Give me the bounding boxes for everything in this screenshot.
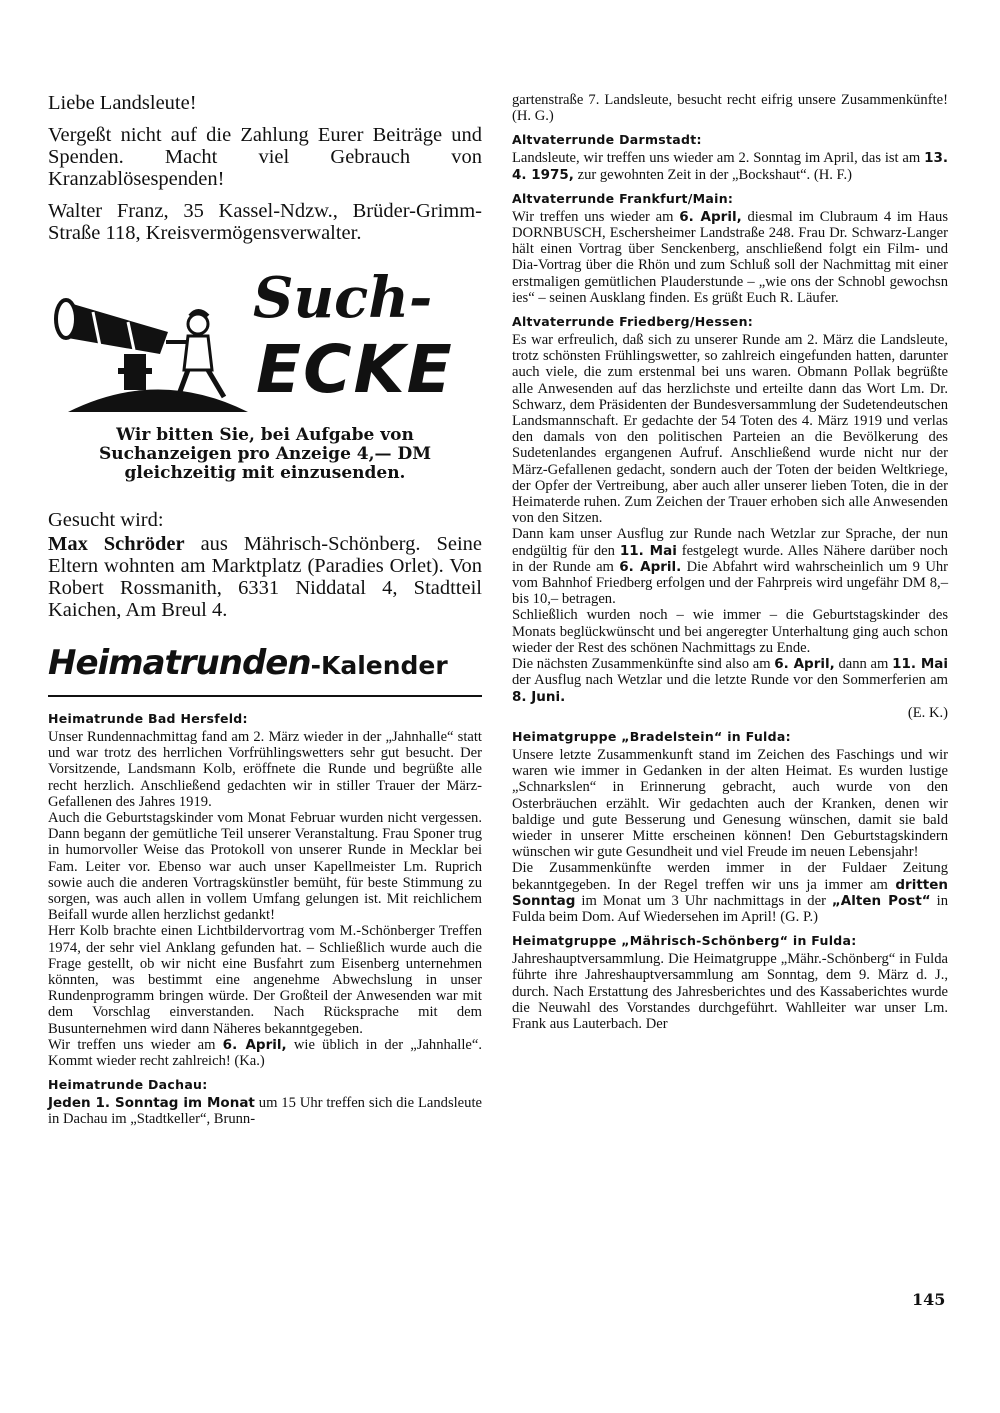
hersfeld-p3: Herr Kolb brachte einen Lichtbildervortrag vom M.-Schönberger Treffen 1974, der sehr viel Anklang gefunden hat. – Schließlich wurde auch die Frage gestellt, ob wir nicht eine Busfahrt zum Eisenberg unternehmen könnten, was bestimmt eine angenehme Abwechslung in unser Rundenprogramm bringen würde. Der Großteil der Anwesenden war mit dem Vorschlag einverstanden. Nach Rücksprache mit dem Busunternehmen wird dann Näheres bekanntgegeben. [48, 923, 482, 1037]
dachau-text [48, 1095, 482, 1127]
payment-reminder: Vergeßt nicht auf die Zahlung Eurer Beiträge und Spenden. Macht viel Gebrauch von Kranzablösespenden! [48, 124, 482, 190]
ad-notice: Wir bitten Sie, bei Aufgabe von Suchanzeigen pro Anzeige 4,— DM gleichzeitig mit einzusenden. [98, 425, 432, 483]
friedberg-p2-c: Die Abfahrt wird wahrscheinlich um 9 Uhr vom Bahnhof Friedberg erfolgen und der Fahrpreis wird ungefähr DM 8,– bis 10,– betragen. [512, 558, 949, 608]
maehrisch-p1: Jahreshauptversammlung. Die Heimatgruppe „Mähr.-Schönberg“ in Fulda führte ihre Jahreshauptversammlung am Sonntag, dem 9. März d. J., durch. Nach Erstattung des Jahresberichtes und des Kassaberichtes wurde die Neuwahl des Vorstandes durchgeführt. Wahlleiter war unser Lm. Frank aus Lauterbach. Der [512, 951, 948, 1032]
friedberg-p4-b: dann am [834, 656, 893, 673]
search-person-name: Max Schröder [48, 533, 185, 555]
hersfeld-p4-a: Wir treffen uns wieder am [48, 1036, 223, 1053]
darmstadt-a: Landsleute, wir treffen uns wieder am 2. Sonntag im April, das ist am [512, 150, 925, 167]
friedberg-p2-date1: 11. Mai [619, 542, 677, 559]
right-column [512, 92, 948, 1032]
ecke-title: ECKE [256, 331, 454, 408]
left-column [48, 92, 482, 1128]
darmstadt-heading: Altvaterrunde Darmstadt: [512, 132, 702, 148]
greeting: Liebe Landsleute! [48, 92, 197, 114]
hersfeld-heading: Heimatrunde Bad Hersfeld: [48, 711, 248, 726]
friedberg-p4-c: der Ausflug nach Wetzlar und die letzte Runde vor den Sommerferien am [512, 672, 948, 689]
frankfurt-text [512, 209, 948, 306]
friedberg-p2 [512, 526, 948, 607]
kalender-title-part1: Heimatrunden [48, 643, 311, 683]
page-number: 145 [912, 1290, 946, 1309]
search-entry [48, 533, 482, 621]
bradelstein-p2-venue: „Alten Post“ [831, 892, 931, 909]
search-details: aus Mährisch-Schönberg. Seine Eltern wohnten am Marktplatz (Paradies Orlet). Von Robert Rossmanith, 6331 Niddatal 4, Stadtteil Kaichen, Am Breul 4. [48, 533, 482, 621]
such-title: Such- [253, 265, 433, 331]
friedberg-p4 [512, 656, 948, 705]
kalender-title-part2: -Kalender [310, 651, 448, 680]
bradelstein-p2 [512, 860, 948, 925]
darmstadt-date: 13. 4. 1975, [512, 150, 948, 183]
friedberg-p4-date2: 11. Mai [892, 656, 948, 673]
friedberg-heading: Altvaterrunde Friedberg/Hessen: [512, 314, 754, 330]
friedberg-p4-a: Die nächsten Zusammenkünfte sind also am [512, 656, 775, 673]
friedberg-p4-date3: 8. Juni. [512, 688, 566, 705]
bradelstein-p2-b: im Monat um 3 Uhr nachmittags in der [575, 892, 832, 909]
hersfeld-p4-date: 6. April, [222, 1036, 287, 1053]
dachau-body: um 15 Uhr treffen sich die Landsleute in Dachau im „Stadtkeller“, Brunn- [48, 1095, 482, 1128]
friedberg-p2-date2: 6. April. [619, 558, 682, 575]
bradelstein-p2-c: in Fulda beim Dom. Auf Wiedersehen im April! (G. P.) [512, 892, 948, 925]
bradelstein-p2-a: Die Zusammenkünfte werden immer in der Fuldaer Zeitung bekanntgegeben. In der Regel treffen wir uns ja immer am [512, 860, 948, 893]
hersfeld-p2: Auch die Geburtstagskinder vom Monat Februar wurden nicht vergessen. Dann begann der gemütliche Teil unserer Veranstaltung. Frau Sponer trug in humorvoller Weise das Protokoll von unserer Runde in Mecklar bei Fam. Leiter vor. Ebenso war auch unser Kapellmeister Lm. Ruprich sowie auch die anderen Vortragskünstler bemüht, für beste Stimmung zu sorgen, was auch allen in vollem Umfang gelungen ist. Mit reichlichem Beifall wurde allen herzlichst gedankt! [48, 810, 482, 924]
kalender-title [48, 643, 482, 697]
friedberg-signature: (E. K.) [907, 704, 948, 721]
maehrisch-heading: Heimatgruppe „Mährisch-Schönberg“ in Fulda: [512, 933, 857, 949]
friedberg-p2-b: festgelegt wurde. Alles Nähere darüber noch in der Runde am [512, 542, 948, 575]
dachau-heading: Heimatrunde Dachau: [48, 1077, 208, 1093]
frankfurt-heading: Altvaterrunde Frankfurt/Main: [512, 190, 734, 206]
friedberg-p1: Es war erfreulich, daß sich zu unserer Runde am 2. März die Landsleute, trotz schönsten Frühlingswetter, so zahlreich eingefunden hatten, darunter auch viele, die zum erstenmal bei uns waren. Obmann Pollak begrüßte alle Anwesenden auf das herzlichste und erteilte dann das Wort Lm. Dr. Schwarz, dem Präsidenten der Bundesversammlung der Sudetendeutschen Landsmannschaft. Er gedachte der 54 Toten des 4. März 1919 und verlas den damals von den politischen Parteien an die Bevölkerung des Sudetenlandes ergangenen Aufruf. Anschließend wurde nicht nur der März-Gefallenen gedacht, sondern auch der Toten der beiden Weltkriege, der Opfer der Vertreibung, aber auch aller unserer lieben Toten, die in der Heimaterde ruhen. Zum Zeichen der Trauer erhoben sich alle Anwesenden von den Sitzen. [512, 332, 948, 527]
bradelstein-p2-day: dritten Sonntag [512, 876, 948, 909]
frankfurt-b: diesmal im Clubraum 4 im Haus DORNBUSCH, Eschersheimer Landstraße 248. Frau Dr. Schwarz-Langer hält einen Vortrag über Senckenberg, anschließend folgt ein Film- und Dia-Vortrag über die Rhön und zum Schluß soll der Nachmittag mit einer erstmaligen gemütlichen Plauderstunde – „wie ons der Schnobl gewochsn ies“ – seinen Ausklang finden. Es grüßt Euch R. Läufer. [512, 208, 948, 306]
frankfurt-date: 6. April, [679, 208, 742, 225]
bradelstein-p1: Unsere letzte Zusammenkunft stand im Zeichen des Faschings und wir waren wie immer in Gedanken in der alten Heimat. Es wurden lustige „Schnarkslen“ in Erinnerung gebracht, auch wurde von den Osterbräuchen erzählt. Wir gedachten auch der Kranken, denen wir baldige und gute Besserung und Genesung wünschen, damit sie bald wieder in unserer Mitte erscheinen können! Den Geburtstagskindern wünschen wir gute Gesundheit und viel Freude im neuen Lebensjahr! [512, 746, 948, 861]
dachau-continuation: gartenstraße 7. Landsleute, besucht recht eifrig unsere Zusammenkünfte! (H. G.) [512, 92, 948, 125]
treasurer-address: Walter Franz, 35 Kassel-Ndzw., Brüder-Grimm-Straße 118, Kreisvermögensverwalter. [48, 200, 482, 244]
dachau-date: Jeden 1. Sonntag im Monat [48, 1095, 255, 1112]
darmstadt-b: zur gewohnten Zeit in der „Bockshaut“. (H. F.) [573, 166, 852, 183]
friedberg-p4-date1: 6. April, [774, 656, 835, 673]
hersfeld-p4 [48, 1037, 482, 1069]
friedberg-p2-a: Dann kam unser Ausflug zur Runde nach Wetzlar zur Sprache, der nun endgültig für den [512, 526, 948, 559]
bradelstein-heading: Heimatgruppe „Bradelstein“ in Fulda: [512, 728, 791, 744]
such-ecke-banner [48, 262, 482, 412]
friedberg-p3: Schließlich wurden noch – wie immer – die Geburtstagskinder des Monats beglückwünscht und bei angeregter Unterhaltung ging auch schon wieder der Rest des schönen Nachmittags zu Ende. [512, 607, 948, 656]
telescope-illustration-icon [48, 262, 482, 412]
hersfeld-p4-b: wie üblich in der „Jahnhalle“. Kommt wieder recht zahlreich! (Ka.) [48, 1036, 482, 1070]
frankfurt-a: Wir treffen uns wieder am [512, 208, 680, 225]
search-label: Gesucht wird: [48, 509, 164, 531]
darmstadt-text [512, 150, 948, 182]
hersfeld-p1: Unser Rundennachmittag fand am 2. März wieder in der „Jahnhalle“ statt und war trotz des herrlichen Vorfrühlingswetters sehr gut besucht. Der Vorsitzende, Landsmann Kolb, eröffnete die Runde und begrüßte alle recht herzlich. Anschließend gedachten wir in stiller Trauer der März-Gefallenen des Jahres 1919. [48, 729, 482, 810]
